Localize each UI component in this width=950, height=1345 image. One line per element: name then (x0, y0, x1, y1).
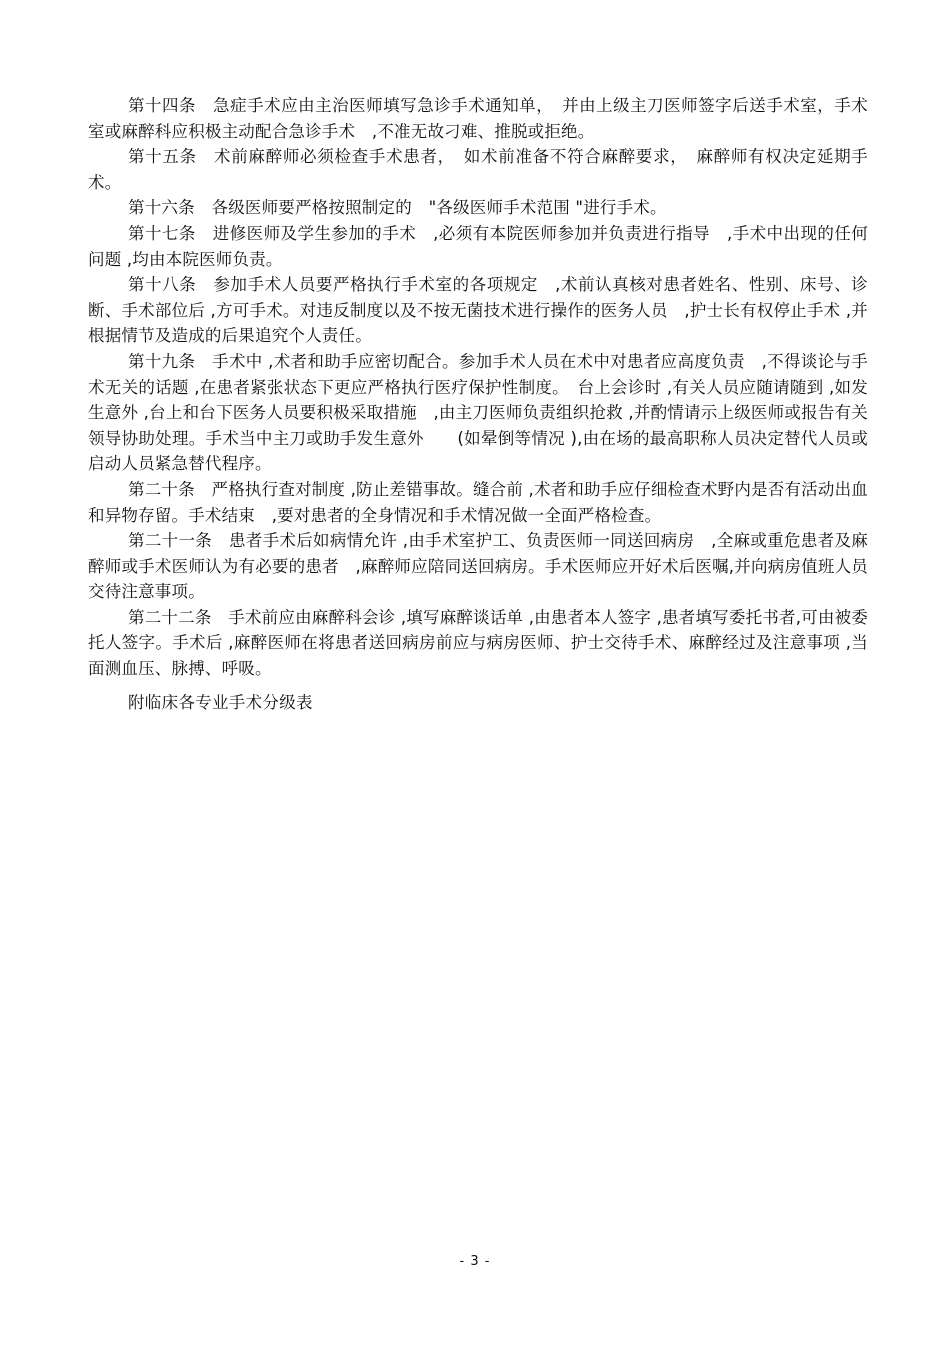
article-20: 第二十条 严格执行查对制度 ,防止差错事故。缝合前 ,术者和助手应仔细检查术野内是否有活动出血和异物存留。手术结束 ,要对患者的全身情况和手术情况做一全面严格检查。 (88, 479, 868, 525)
page-number: - 3 - (459, 1254, 491, 1269)
document-body (88, 93, 868, 682)
article-22: 第二十二条 手术前应由麻醉科会诊 ,填写麻醉谈话单 ,由患者本人签字 ,患者填写委托书者,可由被委托人签字。手术后 ,麻醉医师在将患者送回病房前应与病房医师、护士交待手术、麻醉经过及注意事项 ,当面测血压、脉搏、呼吸。 (88, 607, 868, 679)
article-19: 第十九条 手术中 ,术者和助手应密切配合。参加手术人员在术中对患者应高度负责 ,不得谈论与手术无关的话题 ,在患者紧张状态下更应严格执行医疗保护性制度。 台上会诊时 ,有关人员应随请随到 ,如发生意外 ,台上和台下医务人员要积极采取措施 ,由主刀医师负责组织抢救 ,并酌情请示上级医师或报告有关领导协助处理。手术当中主刀或助手发生意外 (如晕倒等情况 ),由在场的最高职称人员决定替代人员或启动人员紧急替代程序。 (88, 351, 868, 474)
article-17: 第十七条 进修医师及学生参加的手术 ,必须有本院医师参加并负责进行指导 ,手术中出现的任何问题 ,均由本院医师负责。 (88, 223, 868, 269)
article-18: 第十八条 参加手术人员要严格执行手术室的各项规定 ,术前认真核对患者姓名、性别、床号、诊断、手术部位后 ,方可手术。对违反制度以及不按无菌技术进行操作的医务人员 ,护士长有权停止手术 ,并根据情节及造成的后果追究个人责任。 (88, 275, 868, 346)
article-16: 第十六条 各级医师要严格按照制定的 "各级医师手术范围 "进行手术。 (128, 198, 667, 218)
article-21: 第二十一条 患者手术后如病情允许 ,由手术室护工、负责医师一同送回病房 ,全麻或重危患者及麻醉师或手术医师认为有必要的患者 ,麻醉师应陪同送回病房。手术医师应开好术后医嘱,并向病房值班人员交待注意事项。 (88, 531, 868, 602)
appendix-title: 附临床各专业手术分级表 (128, 693, 313, 712)
article-14: 第十四条 急症手术应由主治医师填写急诊手术通知单， 并由上级主刀医师签字后送手术室，手术室或麻醉科应积极主动配合急诊手术 ,不准无故刁难、推脱或拒绝。 (88, 96, 868, 141)
article-15: 第十五条 术前麻醉师必须检查手术患者， 如术前准备不符合麻醉要求， 麻醉师有权决定延期手术。 (88, 147, 868, 192)
